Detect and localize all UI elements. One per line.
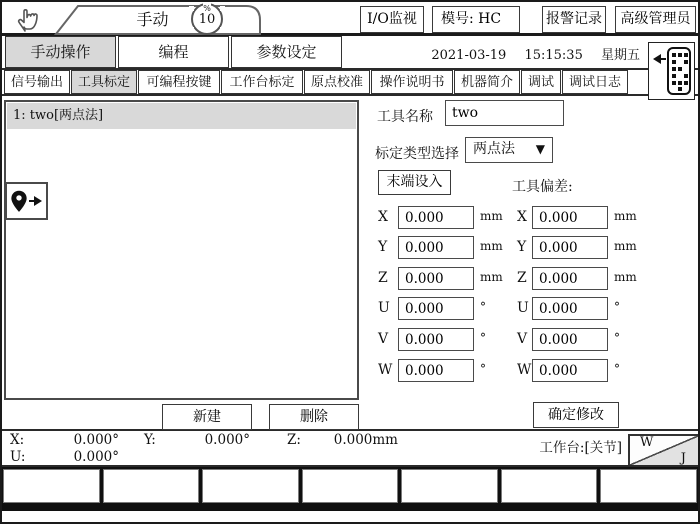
alarm-record-button[interactable]: 报警记录 (542, 6, 606, 33)
softkey-bar (2, 467, 698, 511)
unit-label: ° (480, 331, 486, 345)
y-coord-label: Y: (144, 432, 156, 448)
world-coord-letter: W (640, 435, 654, 450)
end-x-input[interactable] (398, 206, 474, 229)
tool-offset-label: 工具偏差: (512, 179, 573, 195)
arrow-right-icon (29, 195, 43, 207)
unit-label: mm (480, 239, 503, 253)
tool-name-input[interactable] (445, 100, 564, 126)
weekday-text: 星期五 (600, 48, 640, 63)
date-text: 2021-03-19 (431, 48, 507, 63)
unit-label: mm (614, 209, 637, 223)
end-w-input[interactable] (398, 359, 474, 382)
chevron-down-icon: ▼ (535, 142, 545, 156)
tab-parameter-settings[interactable]: 参数设定 (231, 36, 342, 68)
z-coord-value: 0.000mm (333, 432, 398, 448)
unit-label: ° (480, 362, 486, 376)
coord-row-w (360, 359, 700, 384)
x-coord-value: 0.000° (73, 432, 119, 448)
time-text: 15:15:35 (524, 48, 583, 63)
axis-label: X (517, 209, 527, 225)
unit-label: ° (480, 300, 486, 314)
unit-label: mm (614, 239, 637, 253)
status-bar (2, 431, 698, 467)
subtab-programmable-keys[interactable]: 可编程按键 (138, 70, 220, 94)
unit-label: ° (614, 300, 620, 314)
softkey-3[interactable] (202, 469, 299, 503)
calibration-type-select[interactable] (465, 137, 553, 163)
z-coord-label: Z: (287, 432, 301, 448)
softkey-1[interactable] (3, 469, 100, 503)
subtab-debug-log[interactable]: 调试日志 (562, 70, 628, 94)
speed-unit-label: % (203, 4, 211, 13)
tool-name-label: 工具名称 (377, 109, 433, 125)
axis-label: Y (378, 239, 388, 255)
main-area (2, 96, 698, 431)
joint-coord-letter: J (680, 451, 686, 466)
model-number-button[interactable]: 模号: HC (432, 6, 520, 33)
panel-switch-button[interactable] (648, 42, 695, 100)
location-pin-icon (10, 189, 28, 214)
offset-y-input[interactable] (532, 236, 608, 259)
calibration-type-label: 标定类型选择 (375, 146, 459, 162)
selected-calibration-type: 两点法 (473, 141, 515, 157)
axis-label: V (378, 331, 389, 347)
axis-label: X (378, 209, 388, 225)
subtab-debug[interactable]: 调试 (521, 70, 561, 94)
subtab-signal-output[interactable]: 信号输出 (4, 70, 70, 94)
confirm-modify-button[interactable]: 确定修改 (533, 402, 619, 428)
subtab-workbench-calibration[interactable]: 工作台标定 (221, 70, 303, 94)
offset-z-input[interactable] (532, 267, 608, 290)
unit-label: mm (480, 270, 503, 284)
coord-row-x (360, 206, 700, 231)
axis-label: V (517, 331, 528, 347)
unit-label: mm (480, 209, 503, 223)
axis-label: W (517, 362, 532, 378)
axis-label: W (378, 362, 393, 378)
admin-level-button[interactable]: 高级管理员 (615, 6, 696, 33)
tool-list-panel (4, 100, 359, 400)
softkey-2[interactable] (103, 469, 200, 503)
subtab-tool-calibration[interactable]: 工具标定 (71, 70, 137, 94)
jump-to-point-button[interactable] (5, 182, 48, 220)
main-tab-bar (2, 36, 698, 70)
workbench-mode-label: 工作台:[关节] (539, 440, 622, 456)
subtab-origin-calibration[interactable]: 原点校准 (304, 70, 370, 94)
offset-v-input[interactable] (532, 328, 608, 351)
softkey-4[interactable] (302, 469, 399, 503)
speed-gauge[interactable] (178, 2, 236, 36)
tab-programming[interactable]: 编程 (118, 36, 229, 68)
tool-list-item[interactable]: 1: two[两点法] (7, 103, 356, 129)
coord-row-u (360, 297, 700, 322)
tool-calibration-form (360, 96, 700, 431)
y-coord-value: 0.000° (204, 432, 250, 448)
unit-label: mm (614, 270, 637, 284)
tab-manual-operation[interactable]: 手动操作 (5, 36, 116, 68)
offset-w-input[interactable] (532, 359, 608, 382)
softkey-7[interactable] (600, 469, 697, 503)
end-v-input[interactable] (398, 328, 474, 351)
sub-tab-bar (2, 70, 698, 96)
hand-mode-icon[interactable] (14, 4, 44, 38)
u-coord-label: U: (10, 449, 26, 465)
end-y-input[interactable] (398, 236, 474, 259)
new-tool-button[interactable]: 新建 (162, 404, 252, 430)
arrow-to-keypad-icon (651, 45, 693, 97)
titlebar (2, 2, 698, 36)
coord-row-z (360, 267, 700, 292)
axis-label: Z (517, 270, 527, 286)
mode-label: 手动 (136, 10, 169, 29)
offset-x-input[interactable] (532, 206, 608, 229)
axis-label: Y (517, 239, 527, 255)
unit-label: ° (614, 331, 620, 345)
datetime-display (431, 44, 640, 63)
coord-system-indicator[interactable] (628, 434, 698, 465)
x-coord-label: X: (10, 432, 25, 448)
softkey-5[interactable] (401, 469, 498, 503)
end-u-input[interactable] (398, 297, 474, 320)
delete-tool-button[interactable]: 删除 (269, 404, 359, 430)
speed-value: 10 (198, 12, 216, 27)
axis-label: U (378, 300, 390, 316)
io-monitor-button[interactable]: I/O监视 (360, 6, 424, 33)
subtab-operation-manual[interactable]: 操作说明书 (371, 70, 453, 94)
u-coord-value: 0.000° (73, 449, 119, 465)
offset-u-input[interactable] (532, 297, 608, 320)
unit-label: ° (614, 362, 620, 376)
axis-label: Z (378, 270, 388, 286)
end-set-button[interactable]: 末端设入 (378, 170, 451, 195)
subtab-machine-intro[interactable]: 机器简介 (454, 70, 520, 94)
end-z-input[interactable] (398, 267, 474, 290)
coord-row-y (360, 236, 700, 261)
axis-label: U (517, 300, 529, 316)
coord-row-v (360, 328, 700, 353)
softkey-6[interactable] (501, 469, 598, 503)
